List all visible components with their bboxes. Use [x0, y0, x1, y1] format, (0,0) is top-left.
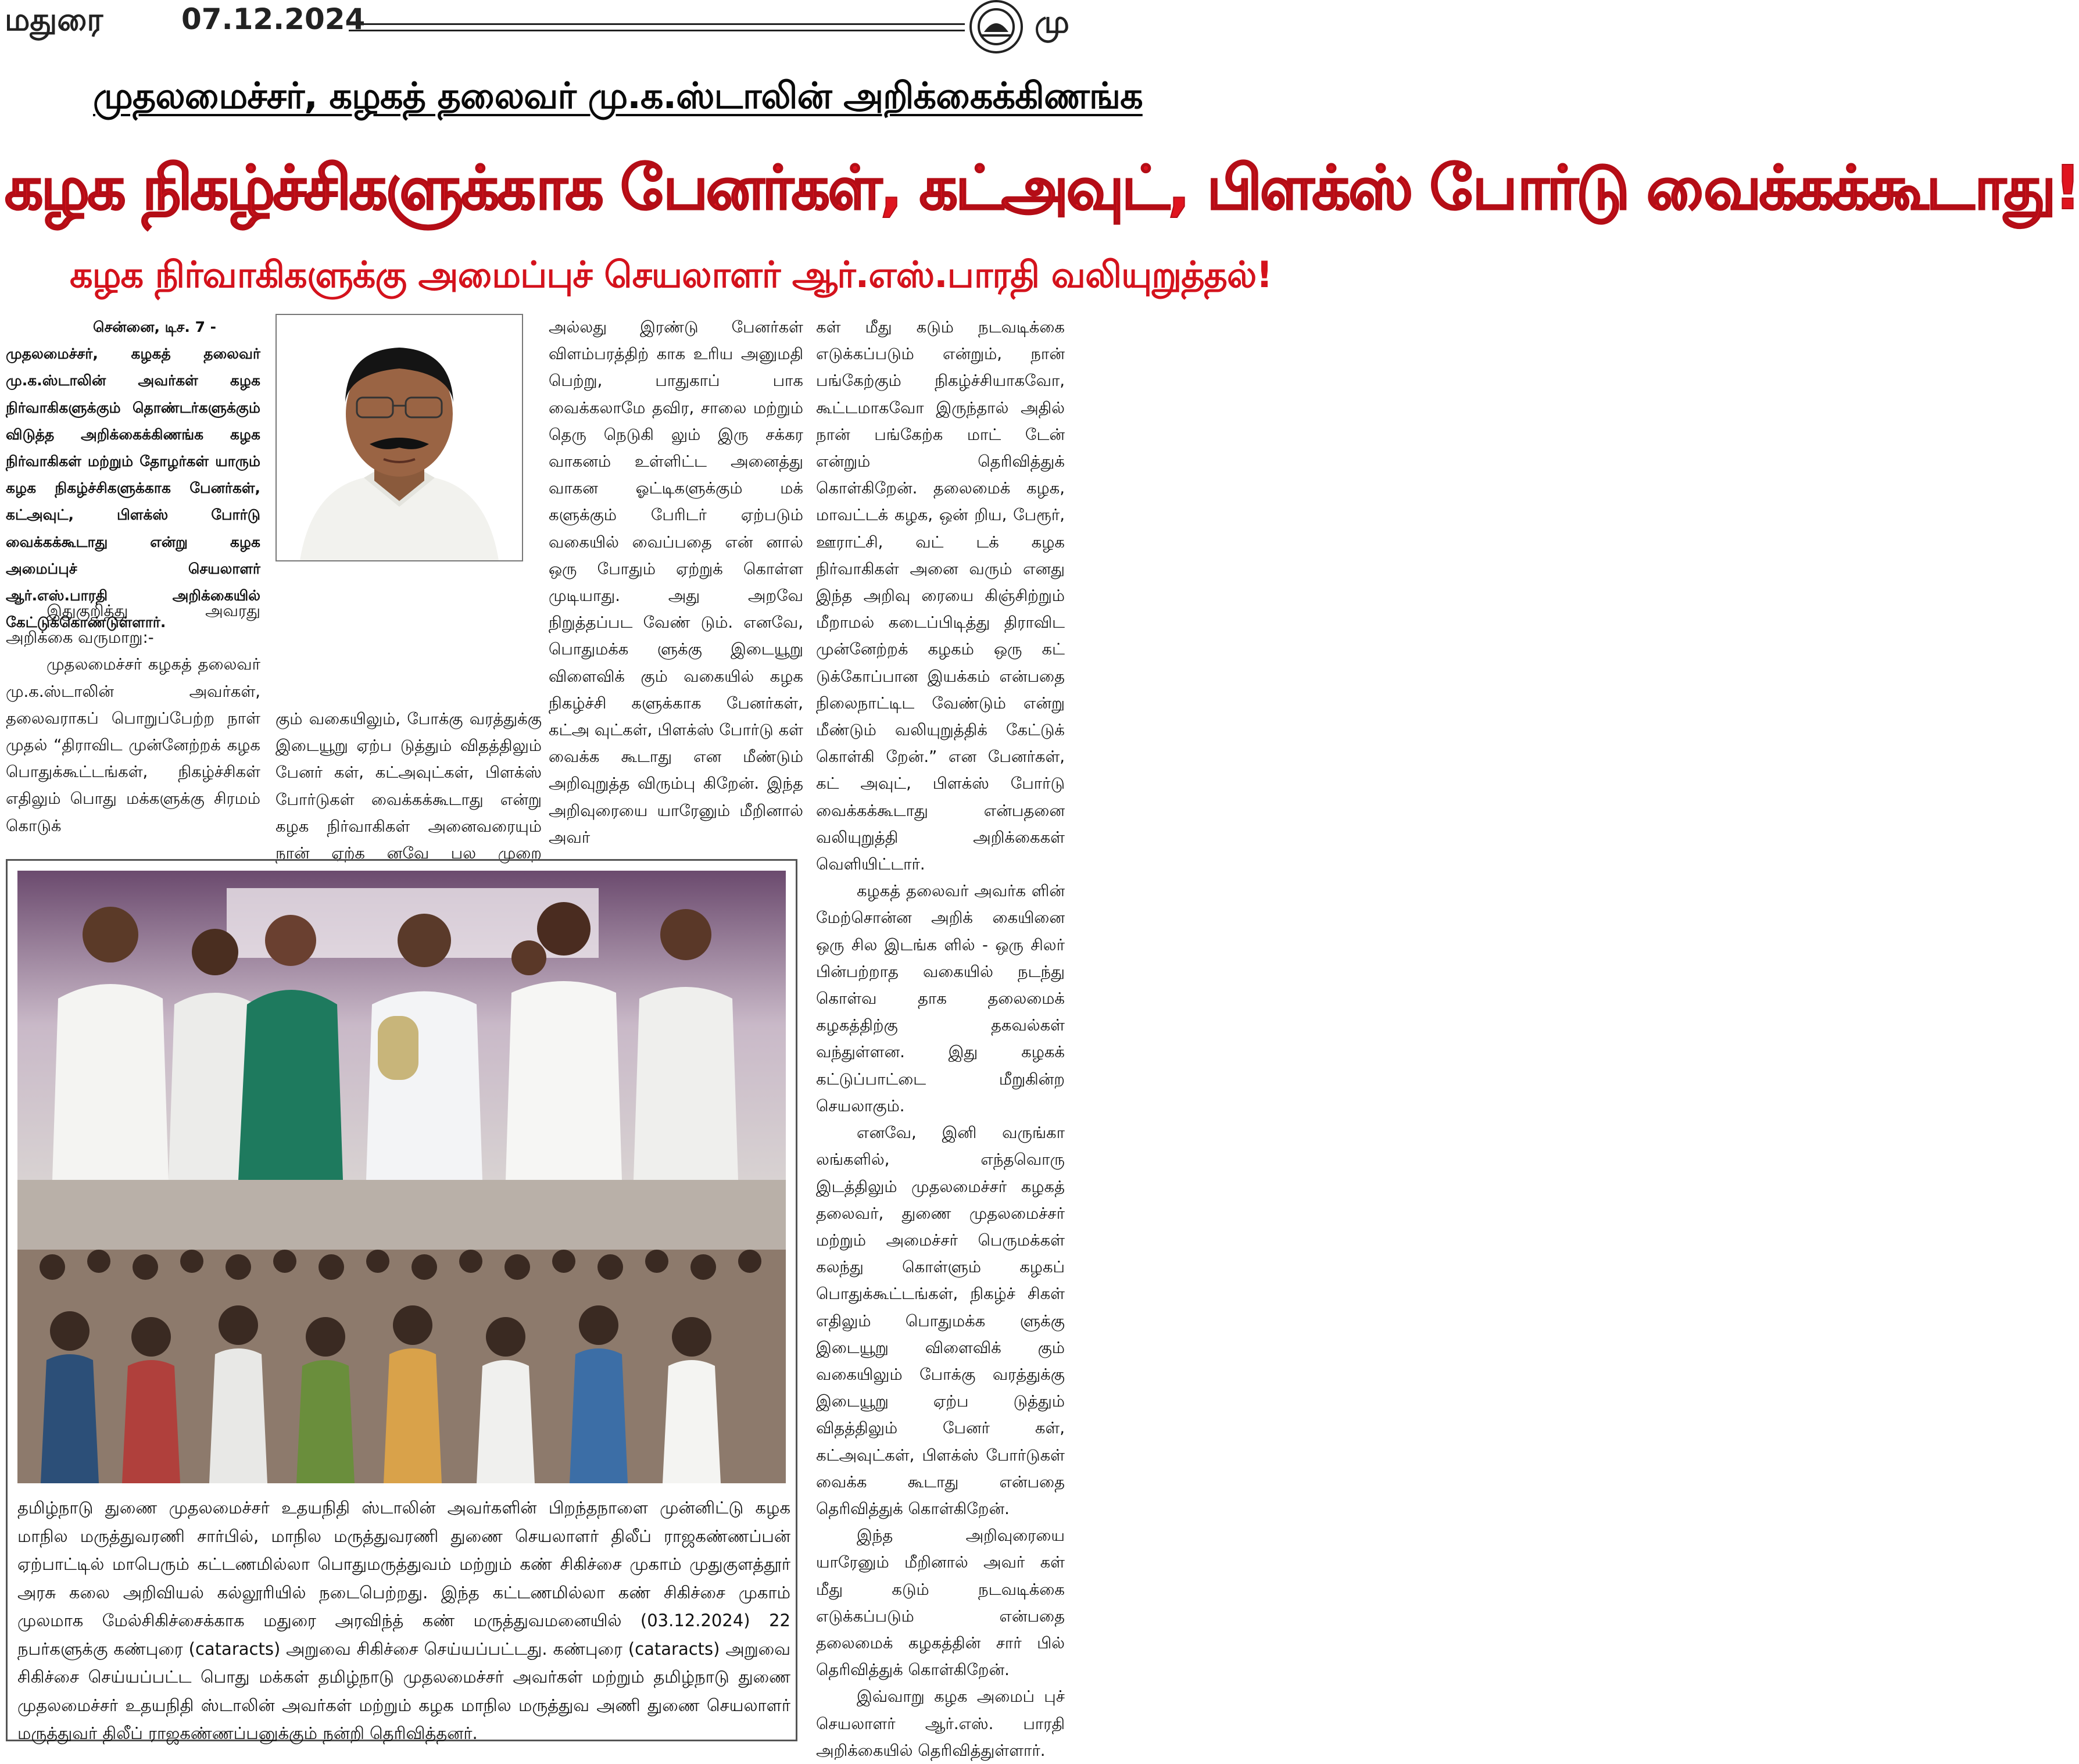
- column-1-paragraph: முதலமைச்சர் கழகத் தலைவர் மு.க.ஸ்டாலின் அவர்கள், தலைவராகப் பொறுப்பேற்ற நாள் முதல் “திராவிட முன்னேற்றக் கழக பொதுக்கூட்டங்கள், நிகழ்ச்சிகள் எதிலும் பொது மக்களுக்கு சிரமம் கொடுக்: [6, 655, 260, 835]
- column-4-paragraph-5: இவ்வாறு கழக அமைப் புச் செயலாளர் ஆர்.எஸ். பாரதி அறிக்கையில் தெரிவித்துள்ளார்.: [816, 1687, 1065, 1760]
- column-4-paragraph-3: எனவே, இனி வருங்கா லங்களில், எந்தவொரு இடத்திலும் முதலமைச்சர் கழகத் தலைவர், துணை முதலமைச்சர் மற்றும் அமைச்சர் பெருமக்கள் கலந்து கொள்ளும் கழகப் பொதுக்கூட்டங்கள், நிகழ்ச் சிகள் எதிலும் பொதுமக்க ளுக்கு இடையூறு விளைவிக் கும் வகையிலும் போக்கு வரத்துக்கு இடையூறு ஏற்ப டுத்தும் விதத்திலும் பேனர் கள், கட்அவுட்கள், பிளக்ஸ் போர்டுகள் வைக்க கூடாது என்பதை தெரிவித்துக் கொள்கிறேன்.: [816, 1123, 1065, 1518]
- column-3-paragraph: அல்லது இரண்டு பேனர்கள் விளம்பரத்திற் காக உரிய அனுமதி பெற்று, பாதுகாப் பாக வைக்கலாமே தவிர, சாலை மற்றும் தெரு நெடுகி லும் இரு சக்கர வாகனம் உள்ளிட்ட அனைத்து வாகன ஓட்டிகளுக்கும் மக் களுக்கும் பேரிடர் ஏற்படும் வகையில் வைப்பதை என் னால் ஒரு போதும் ஏற்றுக் கொள்ள முடியாது. அது அறவே நிறுத்தப்பட வேண் டும். எனவே, பொதுமக்க ளுக்கு இடையூறு விளைவிக் கும் வகையில் கழக நிகழ்ச்சி களுக்காக பேனர்கள், கட்அ வுட்கள், பிளக்ஸ் போர்டு கள் வைக்க கூடாது என மீண்டும் அறிவுறுத்த விரும்பு கிறேன். இந்த அறிவுரையை யாரேனும் மீறினால் அவர்: [549, 318, 803, 847]
- column-4-paragraph-2: கழகத் தலைவர் அவர்க ளின் மேற்சொன்ன அறிக் கையினை ஒரு சில இடங்க ளில் - ஒரு சிலர் பின்பற்றாத வகையில் நடந்து கொள்வ தாக தலைமைக் கழகத்திற்கு தகவல்கள் வந்துள்ளன. இது கழகக் கட்டுப்பாட்டை மீறுகின்ற செயலாகும்.: [816, 882, 1065, 1115]
- masthead-rule: [349, 23, 965, 31]
- lead-paragraph: முதலமைச்சர், கழகத் தலைவர் மு.க.ஸ்டாலின் அவர்கள் கழக நிர்வாகிகளுக்கும் தொண்டர்களுக்கும் விடுத்த அறிக்கைக்கிணங்க கழக நிர்வாகிகள் மற்றும் தோழர்கள் யாரும் கழக நிகழ்ச்சிகளுக்காக பேனர்கள், கட்அவுட், பிளக்ஸ் போர்டு வைக்கக்கூடாது என்று கழக அமைப்புச் செயலாளர் ஆர்.எஸ்.பாரதி அறிக்கையில் கேட்டுக்கொண்டுள்ளார்.: [6, 345, 260, 631]
- column-2-paragraph: கும் வகையிலும், போக்கு வரத்துக்கு இடையூறு ஏற்ப டுத்தும் விதத்திலும் பேனர் கள், கட்அவுட்கள், பிளக்ஸ் போர்டுகள் வைக்கக்கூடாது என்று கழக நிர்வாகிகள் அனைவரையும் நான் ஏற்க னவே பல முறை: [275, 710, 542, 863]
- masthead-edge-text: மு: [1035, 3, 1069, 40]
- article-column-4: [816, 314, 1065, 1764]
- audience-photo: [17, 1180, 786, 1483]
- column-4-paragraph-4: இந்த அறிவுரையை யாரேனும் மீறினால் அவர் கள் மீது கடும் நடவடிக்கை எடுக்கப்படும் என்பதை தலைமைக் கழகத்தின் சார் பில் தெரிவித்துக் கொள்கிறேன்.: [816, 1526, 1065, 1680]
- masthead-city: மதுரை: [5, 1, 103, 38]
- photo-caption: தமிழ்நாடு துணை முதலமைச்சர் உதயநிதி ஸ்டாலின் அவர்களின் பிறந்தநாளை முன்னிட்டு கழக மாநில மருத்துவரணி சார்பில், மாநில மருத்துவரணி துணை செயலாளர் திலீப் ராஜகண்ணப்பன் ஏற்பாட்டில் மாபெரும் கட்டணமில்லா பொதுமருத்துவம் மற்றும் கண் சிகிச்சை முகாம் முதுகுளத்தூர் அரசு கலை அறிவியல் கல்லூரியில் நடைபெற்றது. இந்த கட்டணமில்லா கண் சிகிச்சை முகாம் முலமாக மேல்சிகிச்சைக்காக மதுரை அரவிந்த் கண் மருத்துவமனையில் (03.12.2024) 22 நபர்களுக்கு கண்புரை (cataracts) அறுவை சிகிச்சை செய்யப்பட்டது. கண்புரை (cataracts) அறுவை சிகிச்சை செய்யப்பட்ட பொது மக்கள் தமிழ்நாடு முதலமைச்சர் அவர்கள் மற்றும் தமிழ்நாடு துணை முதலமைச்சர் உதயநிதி ஸ்டாலின் அவர்கள் மற்றும் கழக மாநில மருத்துவ அணி துணை செயலாளர் மருத்துவர் திலீப் ராஜகண்ணப்பனுக்கும் நன்றி தெரிவித்தனர்.: [17, 1498, 790, 1743]
- masthead-date: 07.12.2024: [181, 2, 366, 36]
- main-headline: கழக நிகழ்ச்சிகளுக்காக பேனர்கள், கட்அவுட், பிளக்ஸ் போர்டு வைக்கக்கூடாது!: [5, 152, 2079, 223]
- column-4-paragraph-1: கள் மீது கடும் நடவடிக்கை எடுக்கப்படும் என்றும், நான் பங்கேற்கும் நிகழ்ச்சியாகவோ, கூட்டமாகவோ இருந்தால் அதில் நான் பங்கேற்க மாட் டேன் என்றும் தெரிவித்துக் கொள்கிறேன். தலைமைக் கழக, மாவட்டக் கழக, ஒன் றிய, பேரூர், ஊராட்சி, வட் டக் கழக நிர்வாகிகள் அனை வரும் எனது இந்த அறிவு ரையை கிஞ்சிற்றும் மீறாமல் கடைப்பிடித்து திராவிட முன்னேற்றக் கழகம் ஒரு கட் டுக்கோப்பான இயக்கம் என்பதை நிலைநாட்டிட வேண்டும் என்று மீண்டும் வலியுறுத்திக் கேட்டுக் கொள்கி றேன்.” என பேனர்கள், கட் அவுட், பிளக்ஸ் போர்டு வைக்கக்கூடாது என்பதனை வலியுறுத்தி அறிக்கைகள் வெளியிட்டார்.: [816, 318, 1065, 874]
- intro-line: இதுகுறித்து அவரது அறிக்கை வருமாறு:-: [6, 602, 260, 647]
- portrait-photo: [275, 314, 523, 561]
- dateline: சென்னை, டிச. 7 -: [93, 319, 217, 335]
- rising-sun-emblem-icon: [969, 0, 1023, 53]
- sub-headline: கழக நிர்வாகிகளுக்கு அமைப்புச் செயலாளர் ஆர்.எஸ்.பாரதி வலியுறுத்தல்!: [70, 253, 1272, 296]
- article-lead: [6, 314, 260, 636]
- kicker-headline: முதலமைச்சர், கழகத் தலைவர் மு.க.ஸ்டாலின் அறிக்கைக்கிணங்க: [93, 74, 1143, 117]
- award-ceremony-photo: [17, 871, 786, 1180]
- article-column-1: [6, 597, 260, 839]
- article-column-3: [549, 314, 803, 851]
